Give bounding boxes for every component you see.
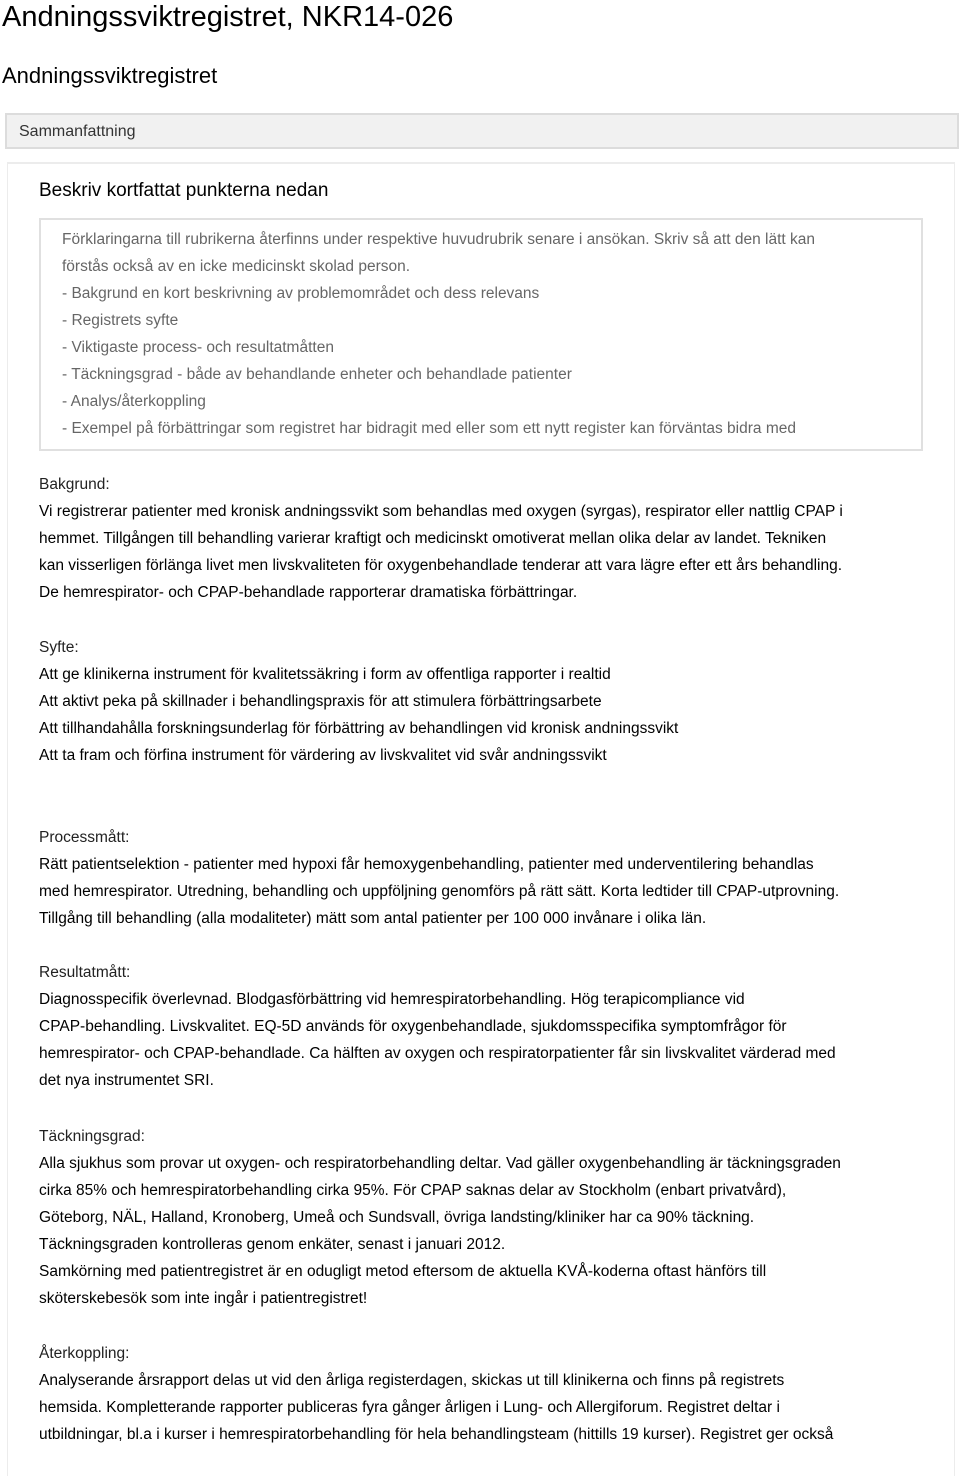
- register-name: Andningssviktregistret: [2, 63, 218, 88]
- processmatt-line: med hemrespirator. Utredning, behandling och uppföljning genomförs på rätt sätt. Korta ledtider till CPAP-utprovning.: [39, 883, 840, 900]
- help-line: - Täckningsgrad - både av behandlande enheter och behandlade patienter: [62, 366, 572, 383]
- bakgrund-line: hemmet. Tillgången till behandling varierar kraftigt och medicinskt omotiverat mellan olika delar av landet. Tekniken: [39, 530, 827, 547]
- resultatmatt-line: Diagnosspecifik överlevnad. Blodgasförbättring vid hemrespiratorbehandling. Hög terapicompliance vid: [39, 991, 745, 1008]
- help-line: Förklaringarna till rubrikerna återfinns under respektive huvudrubrik senare i ansökan. Skriv så att den lätt kan: [62, 231, 815, 248]
- tackningsgrad-line: cirka 85% och hemrespiratorbehandling cirka 95%. För CPAP saknas delar av Stockholm (enbart privatvård),: [39, 1182, 787, 1199]
- resultatmatt-line: CPAP-behandling. Livskvalitet. EQ-5D används för oxygenbehandlade, sjukdomsspecifika symptomfrågor för: [39, 1018, 787, 1035]
- resultatmatt-line: det nya instrumentet SRI.: [39, 1072, 214, 1089]
- bakgrund-line: De hemrespirator- och CPAP-behandlade rapporterar dramatiska förbättringar.: [39, 584, 578, 601]
- document-title: Andningssviktregistret, NKR14-026: [2, 1, 454, 33]
- syfte-line: Att ge klinikerna instrument för kvalitetssäkring i form av offentliga rapporter i realtid: [39, 666, 611, 683]
- bakgrund-line: kan visserligen förlänga livet men livskvaliteten för oxygenbehandlade tenderar att vara lägre efter ett års behandling.: [39, 557, 843, 574]
- syfte-line: Att ta fram och förfina instrument för värdering av livskvalitet vid svår andningssvikt: [39, 747, 607, 764]
- syfte-heading: Syfte:: [39, 639, 79, 656]
- help-line: - Bakgrund en kort beskrivning av problemområdet och dess relevans: [62, 285, 540, 302]
- aterkoppling-line: hemsida. Kompletterande rapporter publiceras fyra gånger årligen i Lung- och Allergiforum. Registret deltar i: [39, 1399, 780, 1416]
- aterkoppling-line: utbildningar, bl.a i kurser i hemrespiratorbehandling för hela behandlingsteam (hittills 19 kurser). Registret ger också: [39, 1426, 834, 1443]
- processmatt-heading: Processmått:: [39, 829, 130, 846]
- tackningsgrad-line: sköterskebesök som inte ingår i patientregistret!: [39, 1290, 368, 1307]
- syfte-line: Att aktivt peka på skillnader i behandlingspraxis för att stimulera förbättringsarbete: [39, 693, 602, 710]
- help-line: förstås också av en icke medicinskt skolad person.: [62, 258, 411, 275]
- syfte-line: Att tillhandahålla forskningsunderlag för förbättring av behandlingen vid kronisk andningssvikt: [39, 720, 679, 737]
- help-line: - Exempel på förbättringar som registret har bidragit med eller som ett nytt register kan förväntas bidra med: [62, 420, 796, 437]
- processmatt-line: Rätt patientselektion - patienter med hypoxi får hemoxygenbehandling, patienter med underventilering behandlas: [39, 856, 814, 873]
- aterkoppling-heading: Återkoppling:: [39, 1345, 130, 1362]
- resultatmatt-line: hemrespirator- och CPAP-behandlade. Ca hälften av oxygen och respiratorpatienter får sin livskvalitet värderad med: [39, 1045, 836, 1062]
- help-line: - Analys/återkoppling: [62, 393, 206, 410]
- tackningsgrad-line: Täckningsgraden kontrolleras genom enkäter, senast i januari 2012.: [39, 1236, 506, 1253]
- processmatt-line: Tillgång till behandling (alla modaliteter) mätt som antal patienter per 100 000 invånare i olika län.: [39, 910, 707, 927]
- tackningsgrad-heading: Täckningsgrad:: [39, 1128, 145, 1145]
- section-header-label: Sammanfattning: [19, 123, 136, 140]
- resultatmatt-heading: Resultatmått:: [39, 964, 131, 981]
- tackningsgrad-line: Samkörning med patientregistret är en odugligt metod eftersom de aktuella KVÅ-koderna oftast hänförs till: [39, 1263, 767, 1280]
- section-header[interactable]: [5, 113, 959, 149]
- bakgrund-heading: Bakgrund:: [39, 476, 110, 493]
- tackningsgrad-line: Göteborg, NÄL, Halland, Kronoberg, Umeå och Sundsvall, övriga landsting/kliniker har ca 90% täckning.: [39, 1209, 755, 1226]
- tackningsgrad-line: Alla sjukhus som provar ut oxygen- och respiratorbehandling deltar. Vad gäller oxygenbehandling är täckningsgraden: [39, 1155, 841, 1172]
- help-line: - Registrets syfte: [62, 312, 179, 329]
- help-text-box: [39, 218, 923, 451]
- question-title: Beskriv kortfattat punkterna nedan: [39, 180, 329, 201]
- aterkoppling-line: Analyserande årsrapport delas ut vid den årliga registerdagen, skickas ut till klinikerna och finns på registrets: [39, 1372, 785, 1389]
- help-line: - Viktigaste process- och resultatmåtten: [62, 339, 334, 356]
- bakgrund-line: Vi registrerar patienter med kronisk andningssvikt som behandlas med oxygen (syrgas), respirator eller nattlig CPAP i: [39, 503, 843, 520]
